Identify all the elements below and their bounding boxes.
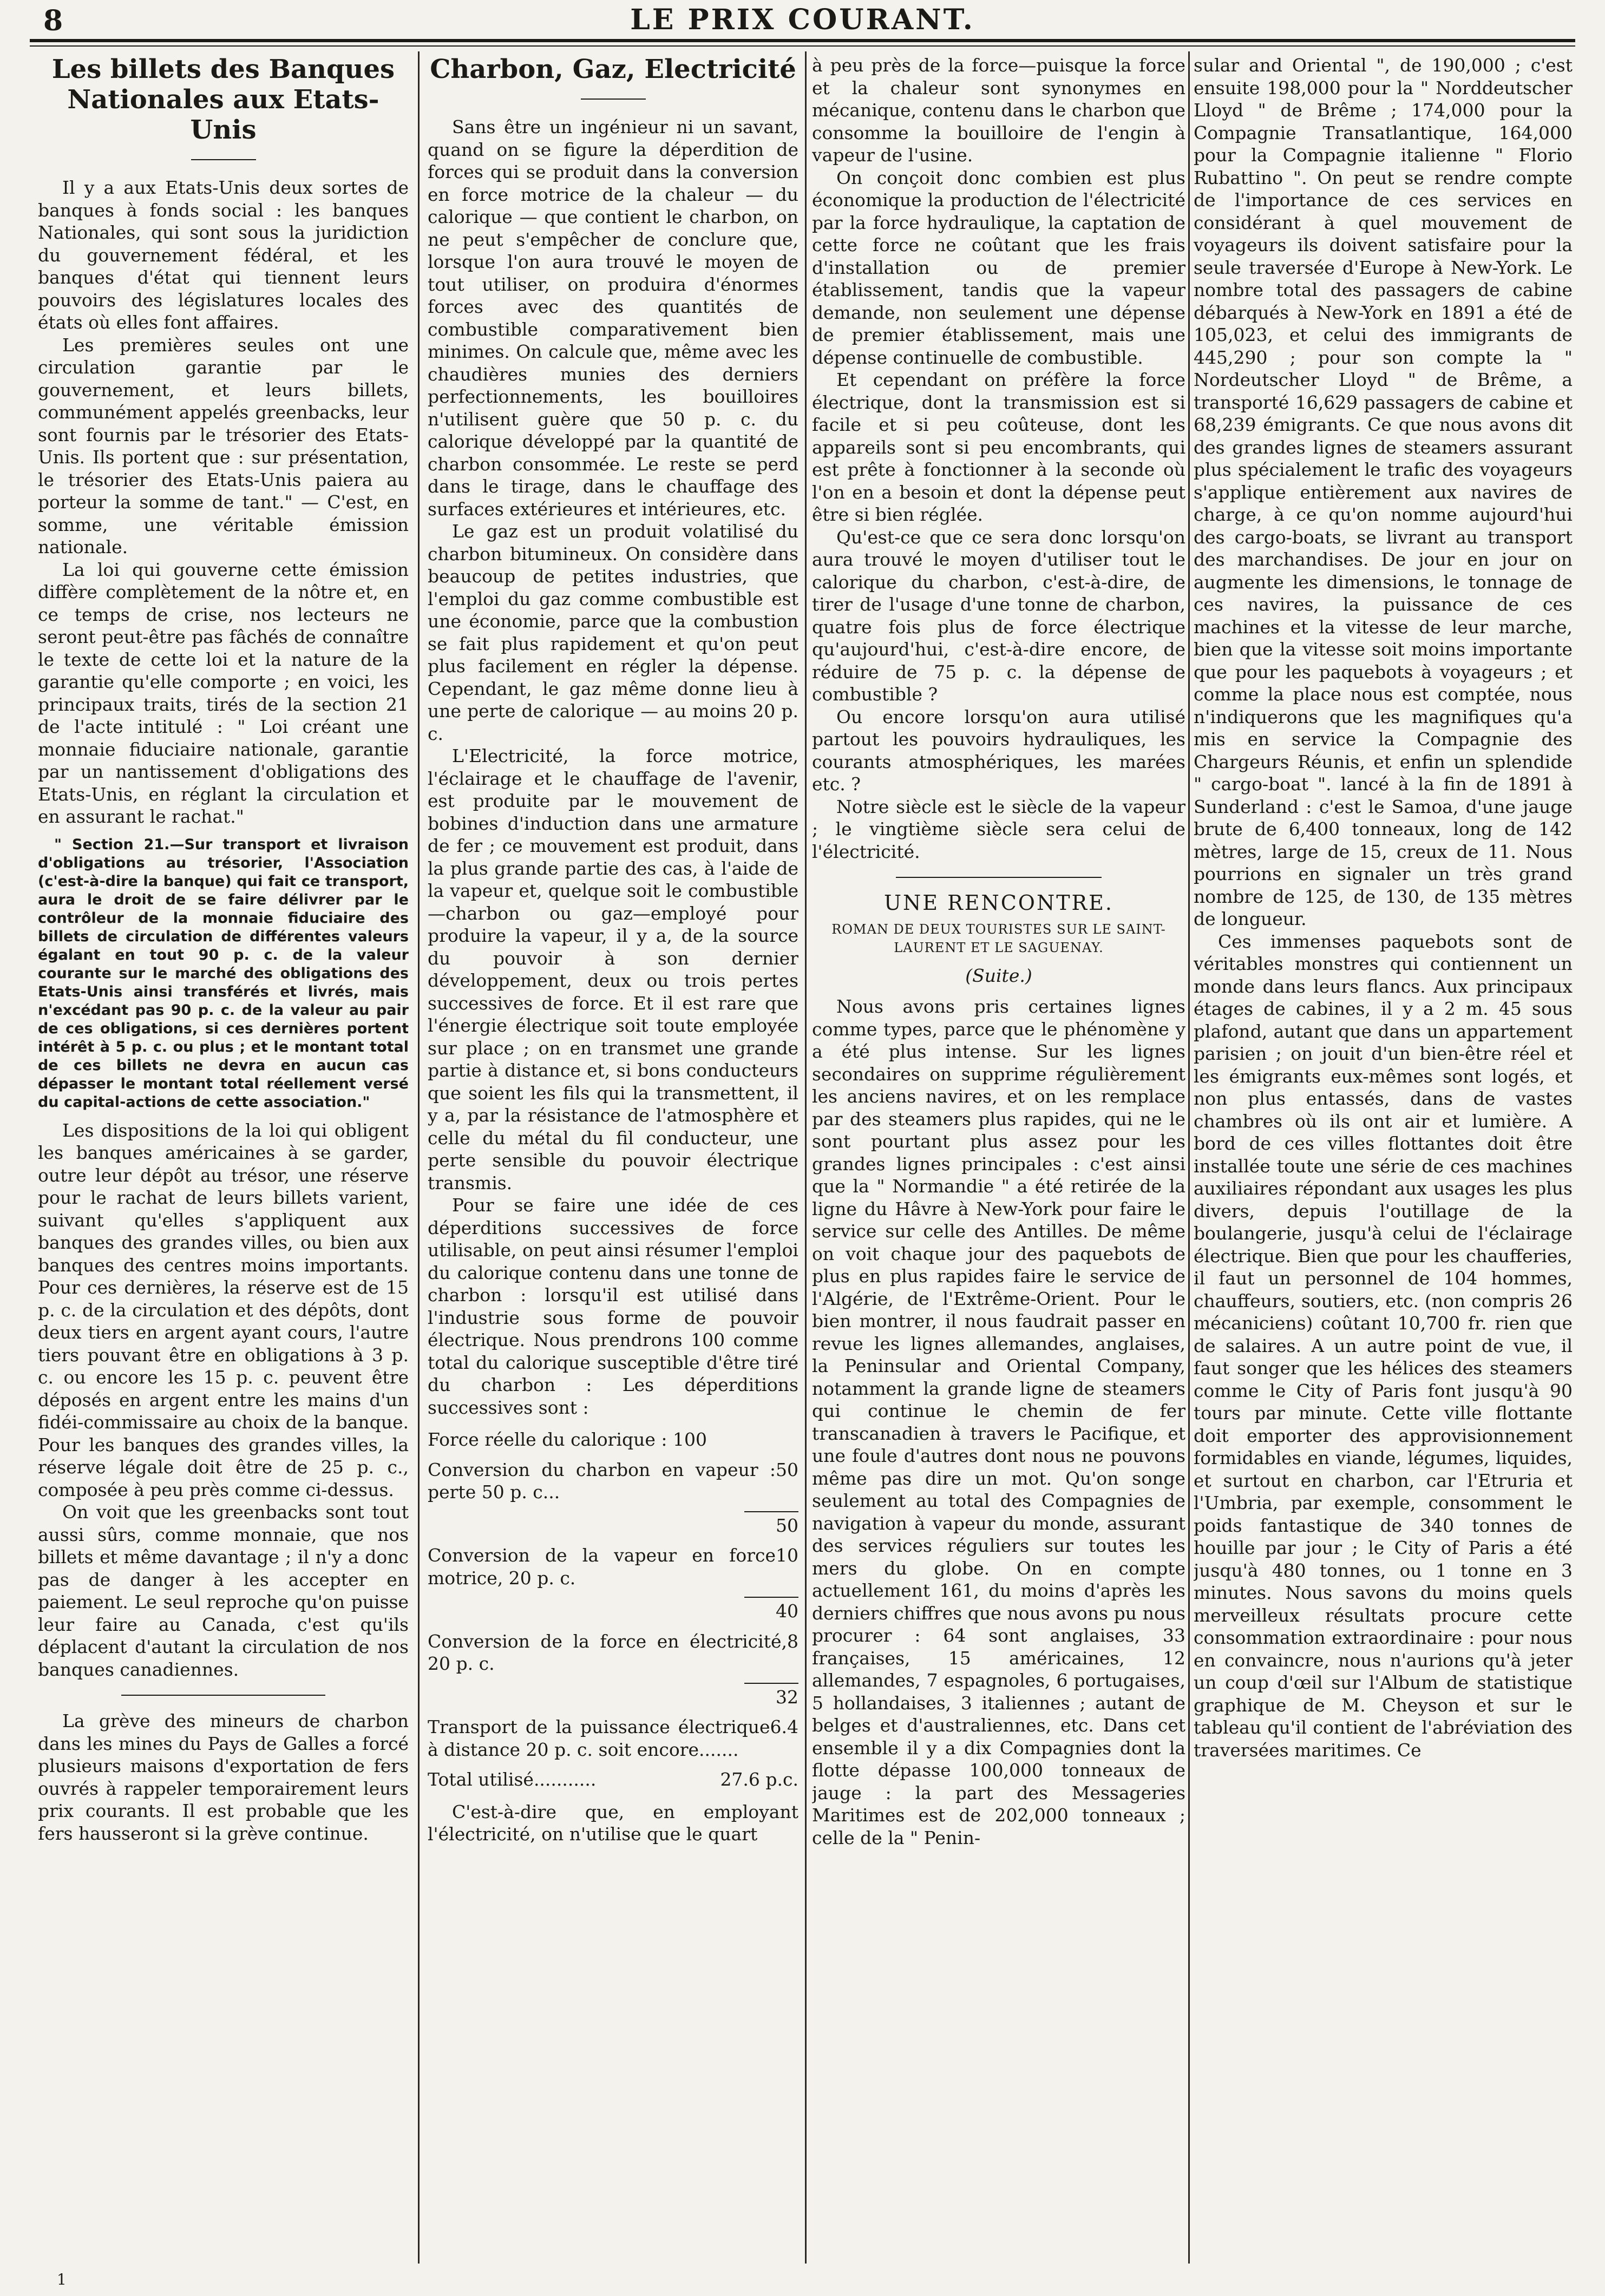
title-rule: [191, 159, 256, 160]
column-divider: [418, 51, 420, 2264]
paragraph: Les dispositions de la loi qui obligent les banques américaines à se garder, outre leur dépôt au trésor, une réserve pour le rachat de leurs billets varient, suivant qu'elles s'appliquent aux banques des grandes villes, ou bien aux banques des centres moins importants. Pour ces dernières, la réserve est de 15 p. c. de la circulation et des dépôts, dont deux tiers en argent ayant cours, l'autre tiers pouvant être en obligations à 3 p. c. ou encore les 15 p. c. peuvent être déposés en argent entre les mains d'un fidéi-commissaire au choix de la banque. Pour les banques des grandes villes, la réserve légale doit être de 25 p. c., composée à peu près comme ci-dessus.: [38, 1119, 409, 1500]
subtotal: 40: [744, 1597, 798, 1623]
paragraph: Ces immenses paquebots sont de véritables monstres qui contiennent un monde dans leurs flancs. Aux principaux étages de cabines, il y a 2 m. 45 sous plafond, autant que dans un appartement parisien ; on jouit d'un bien-être réel et les émigrants eux-mêmes sont logés, et non plus entassés, dans de vastes chambres où ils ont air et lumière. A bord de ces villes flottantes doit être installée toute une série de ces machines auxiliaires répondant aux usages les plus divers, depuis l'outillage de la boulangerie, jusqu'à celui de l'éclairage électrique. Bien que pour les chaufferies, il faut un personnel de 104 hommes, chauffeurs, soutiers, etc. (non compris 26 mécaniciens) coûtant 10,700 fr. rien que de salaires. A un autre point de vue, il faut songer que les hélices des steamers comme le City of Paris font jusqu'à 90 tours par minute. Cette ville flottante doit emporter des approvisionnement formidables en viande, légumes, liquides, et surtout en charbon, car l'Etruria et l'Umbria, par exemple, consomment le poids fantastique de 340 tonnes de houille par jour ; le City of Paris a été jusqu'à 480 tonnes, ou 1 tonne en 3 minutes. Nous savons du moins quels merveilleux résultats procure cette consommation extraordinaire : pour nous en convaincre, nous n'aurions qu'à jeter un coup d'œil sur l'Album de statistique graphique de M. Cheyson et sur le tableau qu'il contient de l'abréviation des traversées maritimes. Ce: [1194, 930, 1573, 1761]
serial-subtitle: ROMAN DE DEUX TOURISTES SUR LE SAINT-LAURENT ET LE SAGUENAY.: [831, 921, 1166, 955]
masthead: LE PRIX COURANT.: [630, 3, 975, 36]
article-title-charbon: Charbon, Gaz, Electricité: [430, 54, 796, 84]
serial-title: UNE RENCONTRE.: [884, 891, 1113, 915]
paragraph: La grève des mineurs de charbon dans les mines du Pays de Galles a forcé plusieurs maisons d'exportation de fers ouvrés à rappeler temporairement leurs prix courants. Il est probable que les fers hausseront si la grève continue.: [38, 1710, 409, 1844]
column-1: [38, 54, 409, 2264]
column-divider: [805, 51, 807, 2264]
column-3: [812, 54, 1185, 2264]
law-quote: " Section 21.—Sur transport et livraison d'obligations au trésorier, l'Association (c'est-à-dire la banque) qui fait ce transport, aura le droit de se faire délivrer par le contrôleur de la monnaie fiduciaire des billets de circulation de différentes valeurs égalant en tout 90 p. c. de la valeur courante sur le marché des obligations des Etats-Unis ainsi transférés et livrés, mais n'excédant pas 90 p. c. de la valeur au pair de ces obligations, si ces dernières portent intérêt à 5 p. c. ou plus ; et le montant total de ces billets ne devra en aucun cas dépasser le montant total réellement versé du capital-actions de cette association.": [38, 836, 409, 1111]
column-2: [428, 54, 798, 2264]
paragraph: Nous avons pris certaines lignes comme types, parce que le phénomène y a été plus intense. Sur les lignes secondaires on supprime régulièrement les anciens navires, et on les remplace par des steamers plus rapides, qui ne le sont pourtant plus assez pour les grandes lignes principales : c'est ainsi que la " Normandie " a été retirée de la ligne du Hâvre à New-York pour faire le service sur celle des Antilles. De même on voit chaque jour des paquebots de plus en plus rapides faire le service de l'Algérie, de l'Extrême-Orient. Pour le bien montrer, il nous faudrait passer en revue les lignes allemandes, anglaises, la Peninsular and Oriental Company, notamment la grande ligne de steamers qui continue le chemin de fer transcanadien à travers le Pacifique, et une foule d'autres dont nous ne pouvons même pas dire un mot. Qu'on songe seulement au total des Compagnies de navigation à vapeur du monde, assurant des services réguliers sur toutes les mers du globe. On en compte actuellement 161, du moins d'après les derniers chiffres que nous avons pu nous procurer : 64 sont anglaises, 33 françaises, 15 américaines, 12 allemandes, 7 espagnoles, 6 portugaises, 5 hollandaises, 3 italiennes ; autant de belges et d'australiennes, etc. Dans cet ensemble il y a dix Compagnies dont la flotte dépasse 100,000 tonneaux de jauge : la part des Messageries Maritimes est de 202,000 tonneaux ; celle de la " Penin-: [812, 996, 1185, 1848]
paragraph: Le gaz est un produit volatilisé du charbon bitumineux. On considère dans beaucoup de petites industries, que l'emploi du gaz comme combustible est une économie, parce que la combustion se fait plus rapidement et qu'on peut plus facilement en régler la dépense. Cependant, le gaz même donne lieu à une perte de calorique — au moins 20 p. c.: [428, 521, 798, 744]
page-number: 8: [43, 4, 63, 37]
section-rule: [121, 1695, 325, 1696]
article-title-banques: Les billets des Banques Nationales aux Etats-Unis: [51, 54, 395, 145]
column-4: [1194, 54, 1573, 2264]
paragraph: Qu'est-ce que ce sera donc lorsqu'on aura trouvé le moyen d'utiliser tout le calorique du charbon, c'est-à-dire, de tirer de l'usage d'une tonne de charbon, quatre fois plus de force électrique qu'aujourd'hui, c'est-à-dire encore, de réduire de 75 p. c. la dépense de combustible ?: [812, 526, 1185, 705]
loss-row: Conversion de la vapeur en force motrice, 20 p. c. 10: [428, 1545, 798, 1589]
paragraph: On conçoit donc combien est plus économique la production de l'électricité par la force hydraulique, la captation de cette force ne coûtant que les frais d'installation ou de premier établissement, tandis que la vapeur demande, non seulement une dépense de premier établissement, mais une dépense continuelle de combustible.: [812, 167, 1185, 368]
header-rule-thin: [30, 45, 1575, 47]
serial-continued: (Suite.): [965, 965, 1032, 986]
column-divider: [1188, 51, 1190, 2264]
paragraph: Notre siècle est le siècle de la vapeur ; le vingtième siècle sera celui de l'électricité.: [812, 796, 1185, 862]
loss-row: Transport de la puissance électrique à distance 20 p. c. soit encore....... 6.4: [428, 1716, 798, 1760]
paragraph: Les premières seules ont une circulation garantie par le gouvernement, et leurs billets, communément appelés greenbacks, leur sont fournis par le trésorier des Etats-Unis. Ils portent que : sur présentation, le trésorier des Etats-Unis paiera au porteur la somme de tant." — C'est, en somme, une véritable émission nationale.: [38, 334, 409, 557]
paragraph: L'Electricité, la force motrice, l'éclairage et le chauffage de l'avenir, est produite par le mouvement de bobines d'induction dans une armature de fer ; ce mouvement est produit, dans la plus grande partie des cas, à l'aide de la vapeur et, quelque soit le combustible—charbon ou gaz—employé pour produire la vapeur, il y a, de la source du pouvoir à son dernier développement, deux ou trois pertes successives de force. Et il est rare que l'énergie électrique soit toute employée sur place ; on en transmet une grande partie à distance et, si bons conducteurs que soient les fils qui la transmettent, il y a, par la résistance de l'atmosphère et celle du métal du fil conducteur, une perte sensible du pouvoir électrique transmis.: [428, 745, 798, 1193]
loss-row: Force réelle du calorique : 100: [428, 1429, 707, 1450]
loss-row: Conversion de la force en électricité, 20 p. c. 8: [428, 1630, 798, 1674]
paragraph: C'est-à-dire que, en employant l'électricité, on n'utilise que le quart: [428, 1801, 798, 1845]
footer-mark: 1: [57, 2271, 67, 2288]
total-row: Total utilisé........... 27.6 p.c.: [428, 1769, 798, 1790]
paragraph: La loi qui gouverne cette émission diffère complètement de la nôtre et, en ce temps de crise, nos lecteurs ne seront peut-être pas fâchés de connaître le texte de cette loi et la nature de la garantie qu'elle comporte ; en voici, les principaux traits, tirés de la section 21 de l'acte intitulé : " Loi créant une monnaie fiduciaire nationale, garantie par un nantissement d'obligations des Etats-Unis, en réglant la circulation et en assurant le rachat.": [38, 559, 409, 827]
header-rule: [30, 39, 1575, 42]
paragraph: On voit que les greenbacks sont tout aussi sûrs, comme monnaie, que nos billets et même davantage ; il n'y a donc pas de danger à les accepter en paiement. Le seul reproche qu'on puisse leur faire au Canada, c'est qu'ils déplacent d'autant la circulation de nos banques canadiennes.: [38, 1501, 409, 1680]
paragraph: sular and Oriental ", de 190,000 ; c'est ensuite 198,000 pour la " Norddeutscher Lloyd " de Brême ; 174,000 pour la Compagnie Transatlantique, 164,000 pour la Compagnie italienne " Florio Rubattino ". On peut se rendre compte de l'importance de ces services en considérant à quel mouvement de voyageurs ils doivent satisfaire pour la seule traversée d'Europe à New-York. Le nombre total des passagers de cabine débarqués à New-York en 1891 a été de 105,023, et celui des immigrants de 445,290 ; pour son compte la " Nordeutscher Lloyd " de Brême, a transporté 16,629 passagers de cabine et 68,239 émigrants. Ce que nous avons dit des grandes lignes de steamers assurant plus spécialement le trafic des voyageurs s'applique entièrement aux navires de charge, à ce qu'on nomme aujourd'hui des cargo-boats, se livrant au transport des marchandises. De jour en jour on augmente les dimensions, le tonnage de ces navires, la puissance de ces machines et la vitesse de leur marche, bien que la vitesse soit moins importante que pour les paquebots à voyageurs ; et comme la place nous est comptée, nous n'indiquerons que les magnifiques qu'a mis en service la Compagnie des Chargeurs Réunis, et enfin un splendide " cargo-boat ". lancé à la fin de 1891 à Sunderland : c'est le Samoa, d'une jauge brute de 6,400 tonneaux, long de 142 mètres, large de 15, creux de 11. Nous pourrions en signaler un très grand nombre de 125, de 130, de 135 mètres de longueur.: [1194, 55, 1573, 929]
paragraph: à peu près de la force—puisque la force et la chaleur sont synonymes en mécanique, contenu dans le charbon que consomme la bouilloire de l'engin à vapeur de l'usine.: [812, 55, 1185, 166]
paragraph: Il y a aux Etats-Unis deux sortes de banques à fonds social : les banques Nationales, qui sont sous la juridiction du gouvernement fédéral, et les banques d'état qui tiennent leurs pouvoirs des législatures locales des états où elles font affaires.: [38, 177, 409, 333]
paragraph: Pour se faire une idée de ces déperditions successives de force utilisable, on peut ainsi résumer l'emploi du calorique contenu dans une tonne de charbon : lorsqu'il est utilisé dans l'industrie sous forme de pouvoir électrique. Nous prendrons 100 comme total du calorique susceptible d'être tiré du charbon : Les déperditions successives sont :: [428, 1195, 798, 1418]
paragraph: Ou encore lorsqu'on aura utilisé partout les pouvoirs hydrauliques, les courants atmosphériques, les marées etc. ?: [812, 706, 1185, 795]
loss-table: [428, 1428, 798, 1791]
subtotal: 32: [744, 1683, 798, 1709]
subtotal: 50: [744, 1511, 798, 1537]
title-rule: [581, 99, 646, 100]
paragraph: Et cependant on préfère la force électrique, dont la transmission est si facile et si peu coûteuse, dont les appareils sont si peu encombrants, qui est prête à fonctionner à la seconde où l'on en a besoin et dont la dépense peut être si bien réglée.: [812, 369, 1185, 525]
paragraph: Sans être un ingénieur ni un savant, quand on se figure la déperdition de forces qui se produit dans la conversion en force motrice de la chaleur — du calorique — que contient le charbon, on ne peut s'empêcher de conclure que, lorsque l'on aura trouvé le moyen de tout utiliser, on produira d'énormes forces avec des quantités de combustible comparativement bien minimes. On calcule que, même avec les chaudières munies des derniers perfectionnements, les bouilloires n'utilisent guère que 50 p. c. du calorique développé par la quantité de charbon consommée. Le reste se perd dans le tirage, dans le chauffage des surfaces extérieures et intérieures, etc.: [428, 116, 798, 520]
loss-row: Conversion du charbon en vapeur : perte 50 p. c... 50: [428, 1459, 798, 1503]
section-rule: [896, 877, 1102, 878]
